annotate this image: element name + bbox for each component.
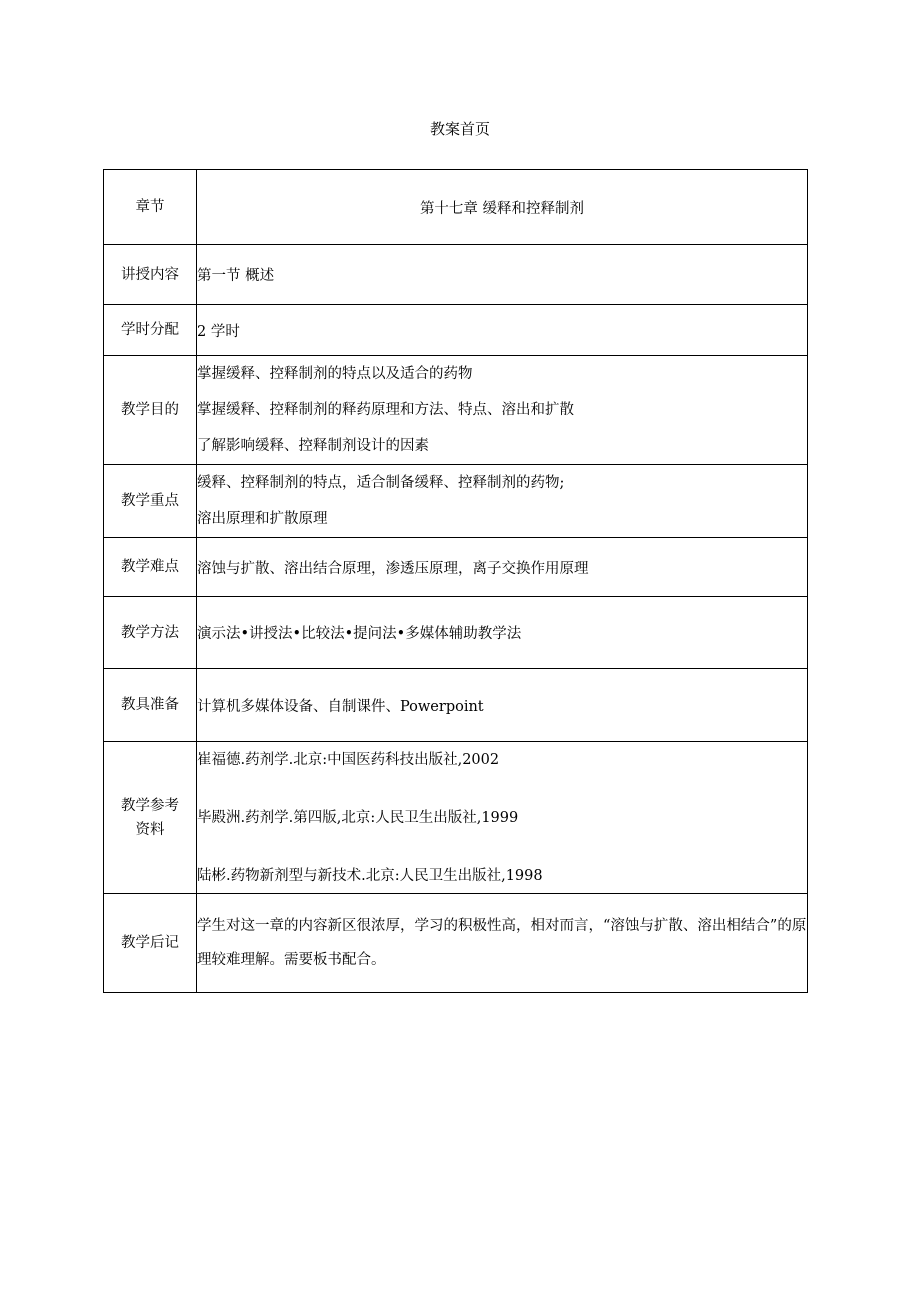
row-references	[104, 742, 808, 894]
key-point-line: 缓释、控释制剂的特点，适合制备缓释、控释制剂的药物;	[197, 475, 565, 491]
row-methods	[104, 597, 808, 669]
difficulties-value: 溶蚀与扩散、溶出结合原理，渗透压原理，离子交换作用原理	[197, 538, 808, 597]
row-reflection	[104, 894, 808, 993]
reflection-text: 学生对这一章的内容新区很浓厚，学习的积极性高，相对而言，“溶蚀与扩散、溶出相结合”的原理较难理解。需要板书配合。	[197, 917, 807, 968]
row-key-points	[104, 465, 808, 538]
row-hours	[104, 305, 808, 356]
chapter-value: 第十七章 缓释和控释制剂	[197, 170, 808, 245]
reference-item: 崔福德.药剂学.北京:中国医药科技出版社,2002	[197, 751, 500, 768]
references-value	[197, 742, 808, 894]
methods-value: 演示法•讲授法•比较法•提问法•多媒体辅助教学法	[197, 597, 808, 669]
equipment-label: 教具准备	[104, 669, 197, 742]
row-equipment	[104, 669, 808, 742]
content-label: 讲授内容	[104, 245, 197, 305]
reflection-label: 教学后记	[104, 894, 197, 993]
chapter-label: 章节	[104, 170, 197, 245]
hours-label: 学时分配	[104, 305, 197, 356]
hours-value: 2 学时	[197, 305, 808, 356]
objective-line: 掌握缓释、控释制剂的特点以及适合的药物	[197, 366, 473, 382]
methods-label: 教学方法	[104, 597, 197, 669]
row-content	[104, 245, 808, 305]
reflection-value	[197, 894, 808, 993]
references-label	[104, 742, 197, 894]
objectives-value	[197, 356, 808, 465]
content-value: 第一节 概述	[197, 245, 808, 305]
reference-item: 毕殿洲.药剂学.第四版,北京:人民卫生出版社,1999	[197, 809, 519, 826]
equipment-value: 计算机多媒体设备、自制课件、Powerpoint	[197, 669, 808, 742]
references-label-line: 资料	[135, 821, 165, 838]
objectives-label: 教学目的	[104, 356, 197, 465]
page-title: 教案首页	[429, 120, 490, 138]
objective-line: 了解影响缓释、控释制剂设计的因素	[197, 438, 429, 454]
lesson-plan-table	[103, 169, 808, 993]
reference-item: 陆彬.药物新剂型与新技术.北京:人民卫生出版社,1998	[197, 867, 543, 884]
row-difficulties	[104, 538, 808, 597]
objective-line: 掌握缓释、控释制剂的释药原理和方法、特点、溶出和扩散	[197, 402, 574, 418]
row-objectives	[104, 356, 808, 465]
key-points-label: 教学重点	[104, 465, 197, 538]
key-points-value	[197, 465, 808, 538]
references-label-line: 教学参考	[121, 797, 179, 814]
difficulties-label: 教学难点	[104, 538, 197, 597]
key-point-line: 溶出原理和扩散原理	[197, 511, 328, 527]
row-chapter	[104, 170, 808, 245]
